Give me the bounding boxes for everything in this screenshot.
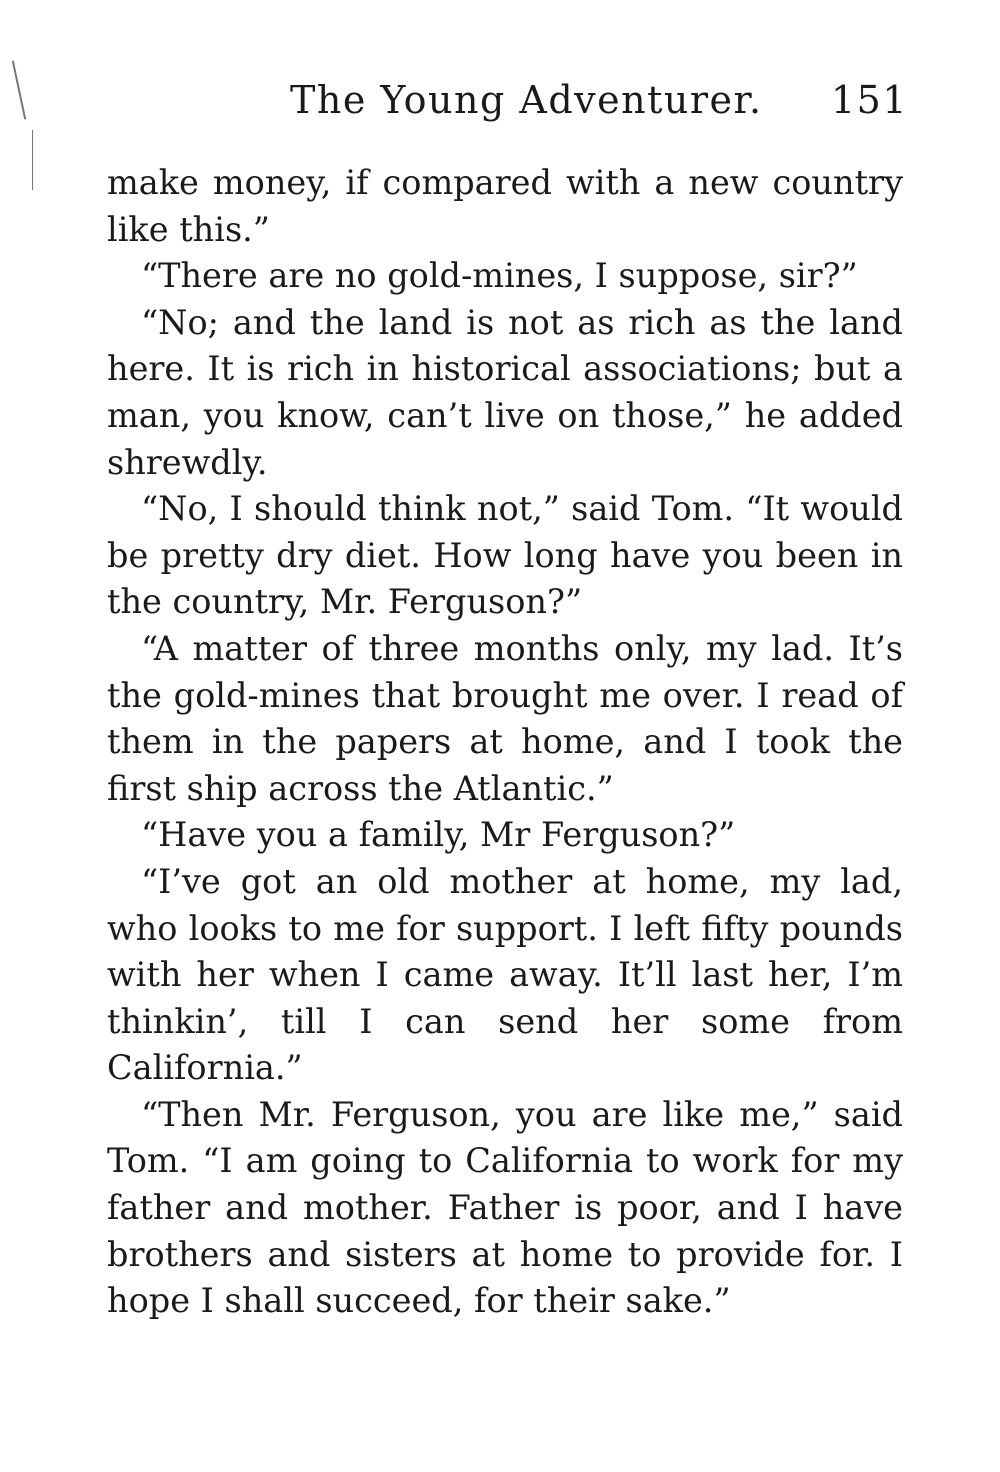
scan-mark — [32, 130, 33, 190]
paragraph: “No; and the land is not as rich as the land here. It is rich in historical associations; but a man, you know, can’t live on those,” he added shrewdly. — [107, 302, 903, 482]
running-header — [290, 78, 908, 122]
body-text — [107, 160, 903, 1325]
running-title: The Young Adventurer. — [290, 78, 763, 122]
paragraph: make money, if compared with a new country like this.” — [107, 163, 903, 249]
paragraph: “I’ve got an old mother at home, my lad, who looks to me for support. I left fifty pounds with her when I came away. It’ll last her, I’m thinkin’, till I can send her some from California.” — [107, 861, 903, 1088]
page-number: 151 — [830, 78, 908, 122]
paragraph: “No, I should think not,” said Tom. “It would be pretty dry diet. How long have you been in the country, Mr. Ferguson?” — [107, 489, 903, 622]
paragraph: “A matter of three months only, my lad. It’s the gold-mines that brought me over. I read of them in the papers at home, and I took the first ship across the Atlantic.” — [107, 628, 903, 808]
scan-mark — [12, 60, 26, 119]
paragraph: “Then Mr. Ferguson, you are like me,” said Tom. “I am going to California to work for my father and mother. Father is poor, and I have brothers and sisters at home to provide for. I hope I shall succeed, for their sake.” — [107, 1094, 903, 1321]
paragraph: “There are no gold-mines, I suppose, sir?” — [141, 256, 858, 296]
paragraph: “Have you a family, Mr Ferguson?” — [141, 815, 736, 855]
